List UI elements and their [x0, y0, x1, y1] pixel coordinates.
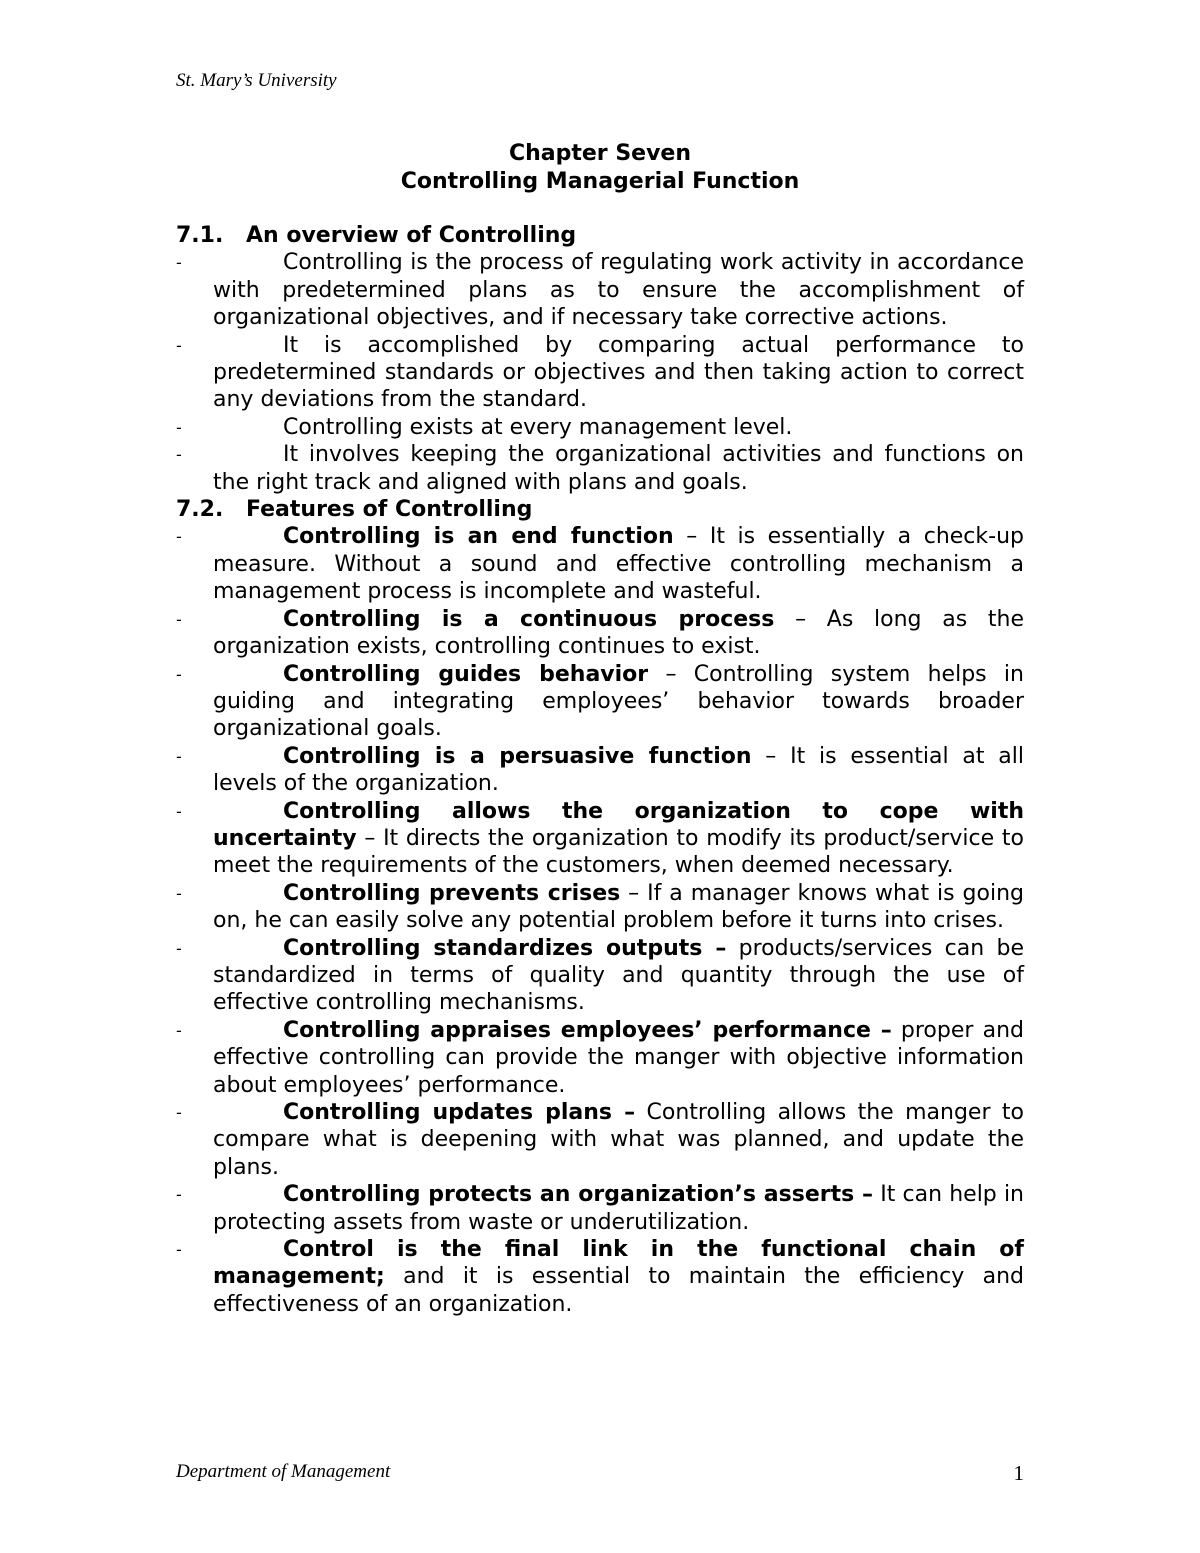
item-text: products/services can be standardized in terms of quality and quantity through the use of effective controlling mechanisms. [213, 935, 1024, 1016]
item-bold-lead: Controlling guides behavior [283, 661, 649, 687]
item-bold-lead: Controlling standardizes outputs – [283, 935, 727, 961]
list-item [176, 1099, 1024, 1181]
bullet-dash: - [176, 664, 182, 684]
page-number: 1 [1013, 1461, 1024, 1485]
list-item [176, 606, 1024, 661]
item-text: – It is essential at all levels of the organization. [213, 743, 1024, 797]
item-bold-lead: Controlling is a continuous process [283, 606, 775, 632]
bullet-dash: - [176, 445, 182, 465]
list-item [176, 414, 1024, 441]
item-bold-lead: Controlling protects an organization’s asserts – [283, 1182, 874, 1208]
item-bold-lead: Controlling allows the organization to cope with uncertainty [213, 798, 1024, 851]
list-item [176, 441, 1024, 496]
bullet-dash: - [176, 883, 182, 903]
bullet-dash: - [176, 1185, 182, 1205]
list-item [176, 523, 1024, 605]
chapter-subtitle: Controlling Managerial Function [400, 169, 800, 194]
document-body [176, 222, 1024, 1318]
list-item [176, 743, 1024, 798]
bullet-dash: - [176, 253, 182, 273]
section-heading [176, 496, 1024, 523]
bullet-dash: - [176, 1020, 182, 1040]
item-text: Controlling is the process of regulating work activity in accordance with predetermined plans as to ensure the accomplishment of organizational objectives, and if necessary take corrective actions. [213, 250, 1024, 331]
item-text: – Controlling system helps in guiding and integrating employees’ behavior towards broader organizational goals. [213, 661, 1024, 742]
bullet-dash: - [176, 938, 182, 958]
bullet-dash: - [176, 746, 182, 766]
bullet-dash: - [176, 1103, 182, 1122]
footer-department: Department of Management [176, 1461, 391, 1482]
section-title: An overview of Controlling [246, 223, 577, 248]
section-heading [176, 222, 1024, 249]
item-bold-lead: Controlling is an end function [283, 524, 674, 550]
running-header: St. Mary’s University [176, 70, 337, 91]
list-item [176, 1017, 1024, 1099]
bullet-dash: - [176, 527, 182, 547]
title-block [0, 140, 1200, 196]
list-item [176, 661, 1024, 743]
bullet-dash: - [176, 335, 182, 355]
list-item [176, 798, 1024, 880]
bullet-dash: - [176, 1240, 182, 1260]
section-number: 7.1. [176, 223, 224, 248]
list-item [176, 880, 1024, 935]
list-item [176, 935, 1024, 1017]
item-text: – It is essentially a check-up measure. Without a sound and effective controlling mechanism a management process is incomplete and wasteful. [213, 524, 1024, 605]
item-bold-lead: Control is the final link in the functional chain of management; [213, 1237, 1024, 1290]
item-text: It involves keeping the organizational activities and functions on the right track and aligned with plans and goals. [213, 442, 1024, 495]
item-text: It can help in protecting assets from waste or underutilization. [213, 1182, 1025, 1235]
item-text: and it is essential to maintain the efficiency and effectiveness of an organization. [213, 1264, 1024, 1317]
list-item [176, 332, 1024, 414]
bullet-dash: - [176, 417, 182, 437]
item-bold-lead: Controlling updates plans – [283, 1100, 636, 1125]
item-text: It is accomplished by comparing actual performance to predetermined standards or objectives and then taking action to correct any deviations from the standard. [213, 332, 1024, 413]
section-title: Features of Controlling [246, 497, 533, 523]
item-text: – As long as the organization exists, controlling continues to exist. [213, 606, 1024, 660]
item-text: proper and effective controlling can provide the manger with objective information about employees’ performance. [213, 1017, 1024, 1098]
bullet-dash: - [176, 801, 182, 821]
list-item [176, 1181, 1024, 1236]
item-text: – It directs the organization to modify its product/service to meet the requirements of the customers, when deemed necessary. [213, 825, 1024, 879]
list-item [176, 1236, 1024, 1318]
item-text: Controlling allows the manger to compare what is deepening with what was planned, and update the plans. [213, 1100, 1024, 1180]
item-text: Controlling exists at every management level. [283, 414, 793, 440]
bullet-dash: - [176, 609, 182, 629]
chapter-title: Chapter Seven [508, 141, 692, 166]
item-bold-lead: Controlling is a persuasive function [283, 743, 752, 769]
item-bold-lead: Controlling appraises employees’ performance – [283, 1017, 892, 1043]
list-item [176, 249, 1024, 331]
item-text: – If a manager knows what is going on, he can easily solve any potential problem before it turns into crises. [213, 880, 1024, 934]
item-bold-lead: Controlling prevents crises [283, 880, 621, 906]
section-number: 7.2. [176, 497, 224, 523]
